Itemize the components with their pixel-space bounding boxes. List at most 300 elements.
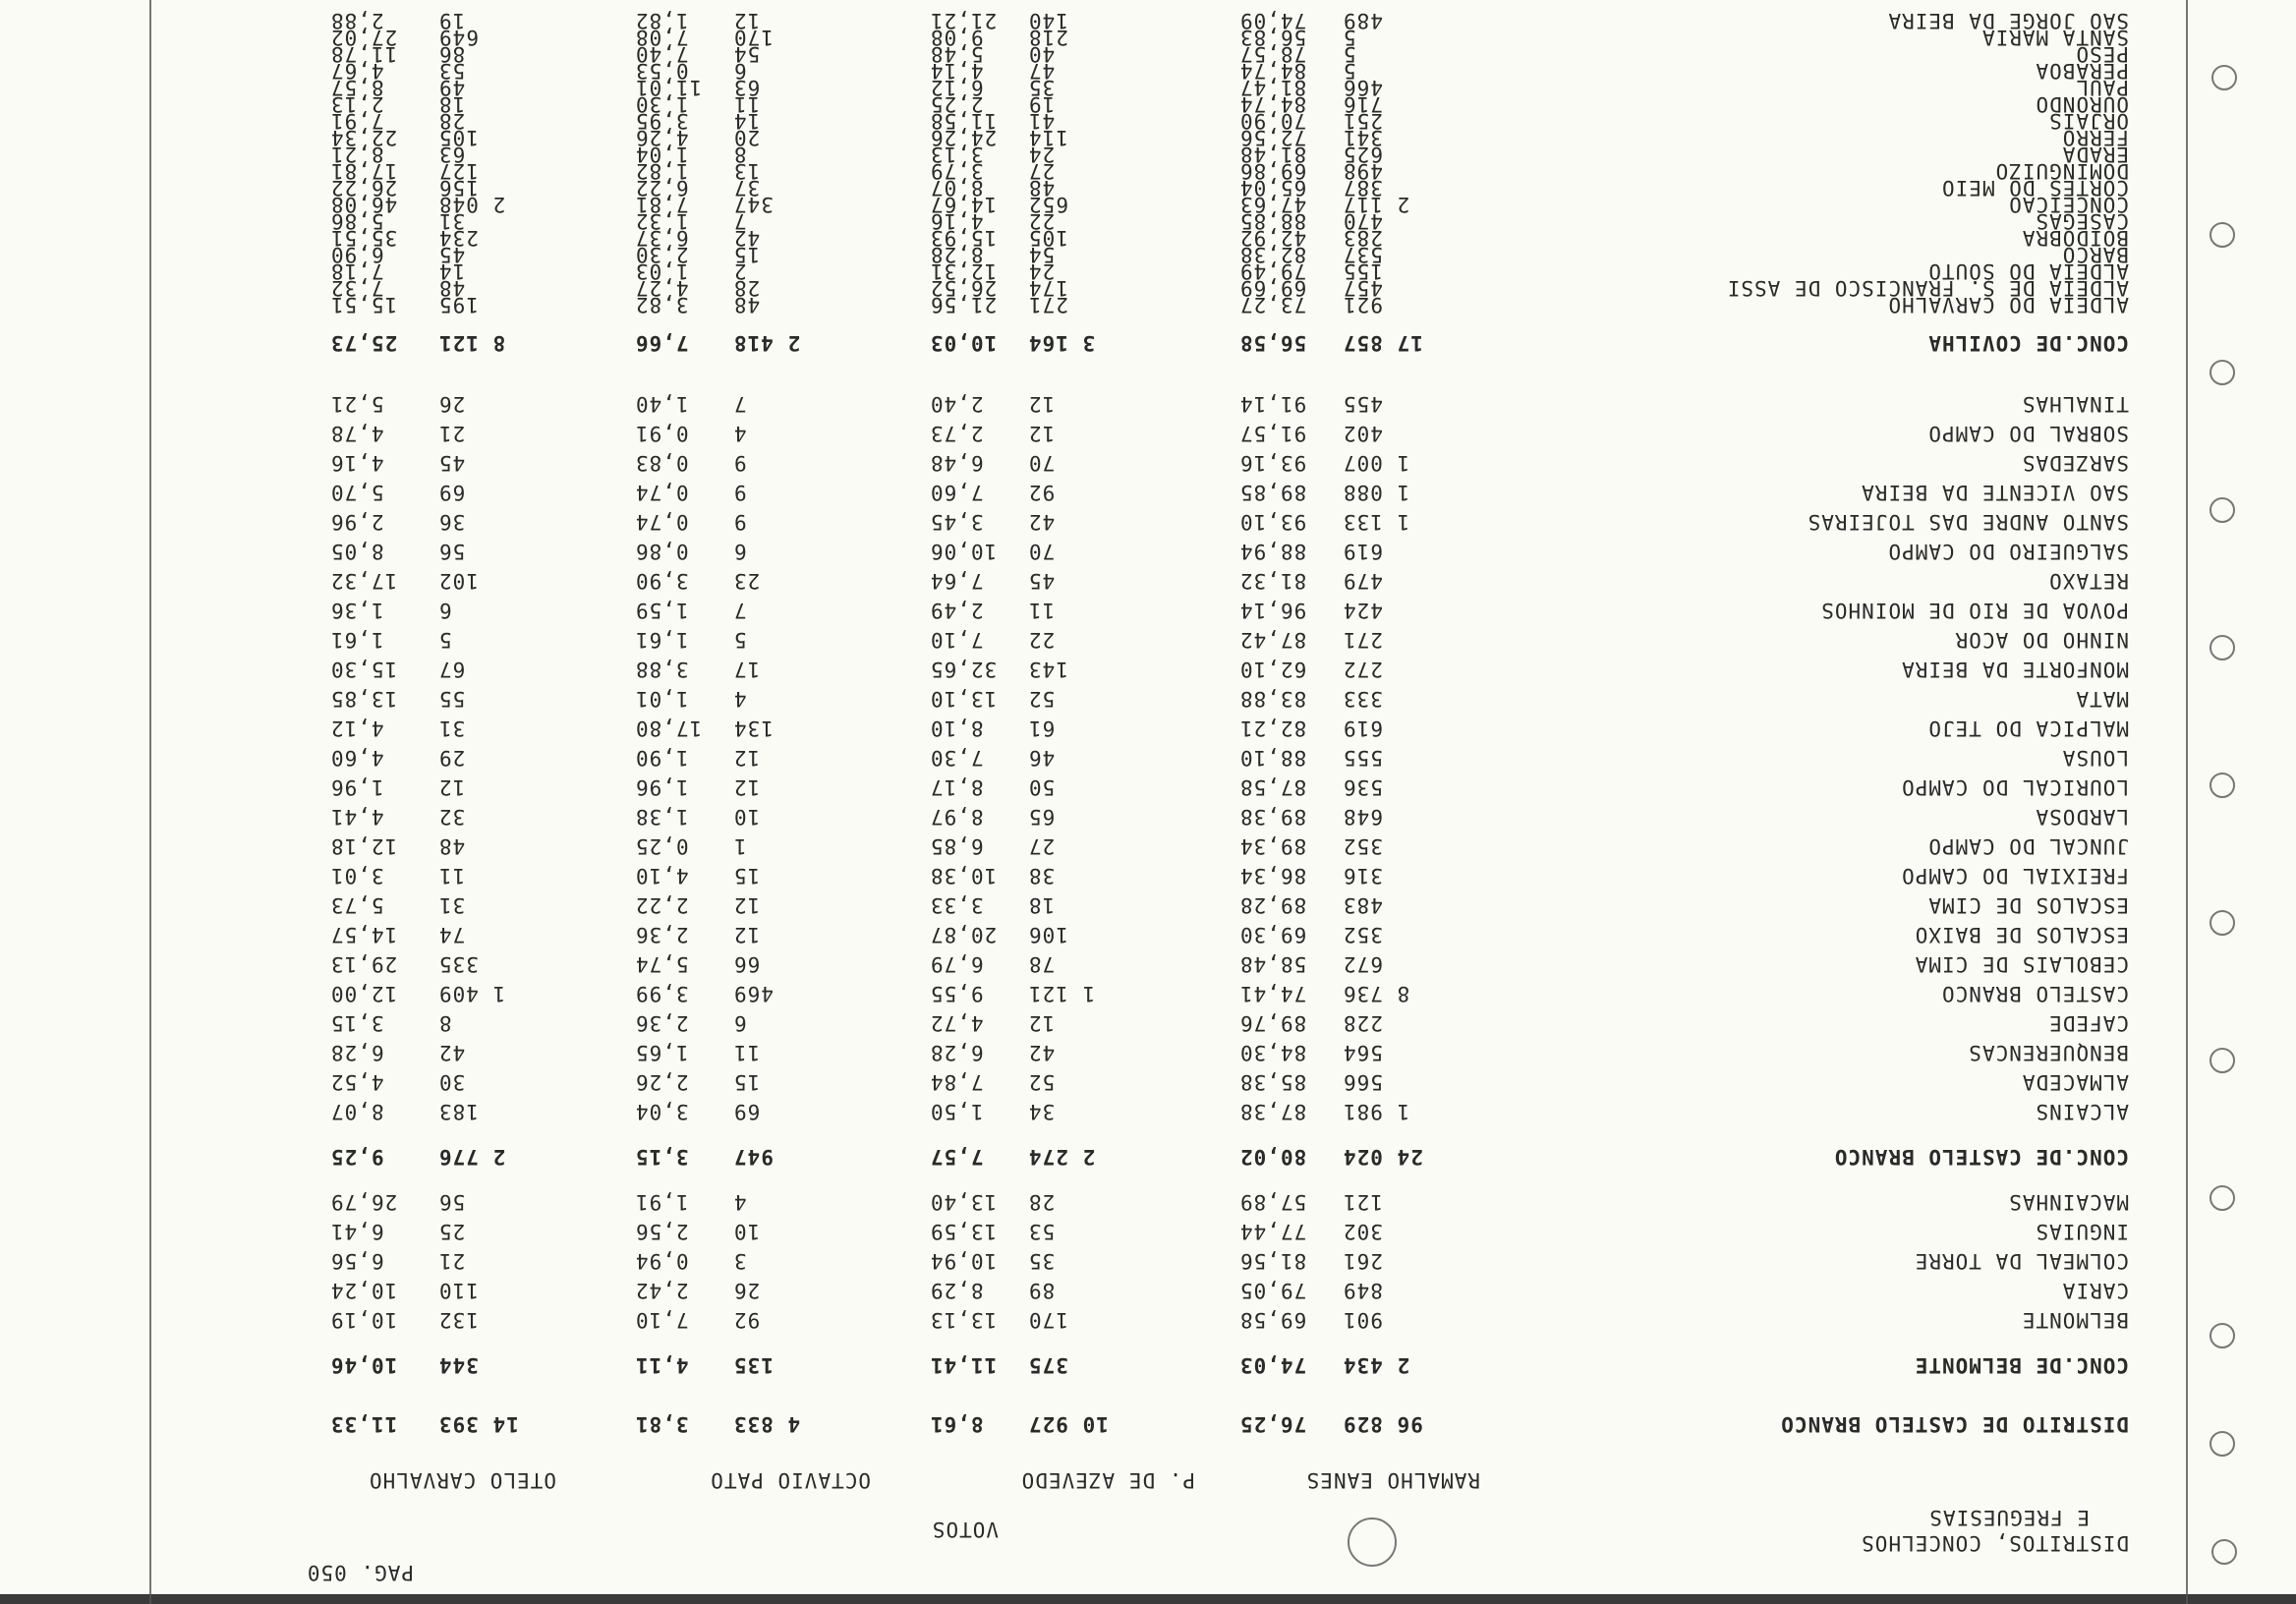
percent-cell: 8,28: [930, 243, 984, 266]
punch-hole: [2210, 360, 2235, 385]
value-cell: 70: [1028, 540, 1056, 563]
value-cell: 19: [438, 9, 466, 32]
freguesia-name: MALPICA DO TEJO: [1927, 716, 2129, 740]
stamp-circle: [1348, 1518, 1397, 1567]
value-cell: 466: [1343, 76, 1383, 99]
percent-cell: 65,04: [1239, 176, 1307, 200]
percent-cell: 81,56: [1239, 1249, 1307, 1273]
freguesia-name: CASEGAS: [2035, 209, 2129, 233]
value-cell: 14: [733, 109, 761, 133]
percent-cell: 74,03: [1239, 1353, 1307, 1377]
value-cell: 228: [1343, 1011, 1383, 1035]
percent-cell: 11,58: [930, 109, 998, 133]
value-cell: 26: [733, 1279, 761, 1302]
percent-cell: 89,38: [1239, 805, 1307, 829]
percent-cell: 7,60: [930, 481, 984, 504]
value-cell: 52: [1028, 1070, 1056, 1094]
percent-cell: 89,28: [1239, 893, 1307, 917]
freguesia-name: SOBRAL DO CAMPO: [1927, 422, 2129, 445]
percent-cell: 89,34: [1239, 834, 1307, 858]
freguesia-name: CARIA: [2061, 1279, 2129, 1302]
value-cell: 31: [438, 209, 466, 233]
value-cell: 12: [733, 9, 761, 32]
freguesia-row: [0, 389, 2296, 419]
value-cell: 18: [438, 92, 466, 116]
percent-cell: 3,04: [635, 1100, 689, 1123]
value-cell: 66: [733, 952, 761, 976]
percent-cell: 84,30: [1239, 1041, 1307, 1064]
freguesia-name: CONCEICAO: [2008, 193, 2129, 216]
value-cell: 234: [438, 226, 479, 250]
percent-cell: 7,91: [330, 109, 384, 133]
value-cell: 9: [733, 451, 747, 475]
value-cell: 11: [438, 864, 466, 888]
percent-cell: 14,57: [330, 923, 398, 946]
percent-cell: 0,25: [635, 834, 689, 858]
percent-cell: 6,56: [330, 1249, 384, 1273]
percent-cell: 10,46: [330, 1353, 398, 1377]
percent-cell: 78,57: [1239, 42, 1307, 66]
percent-cell: 11,33: [330, 1412, 398, 1436]
percent-cell: 0,74: [635, 510, 689, 534]
percent-cell: 10,24: [330, 1279, 398, 1302]
freguesia-row: [0, 625, 2296, 655]
freguesia-name: ERADA: [2061, 143, 2129, 166]
value-cell: 1 121: [1028, 982, 1096, 1005]
value-cell: 1 088: [1343, 481, 1410, 504]
percent-cell: 10,38: [930, 864, 998, 888]
percent-cell: 1,91: [635, 1190, 689, 1214]
value-cell: 5: [1343, 59, 1356, 83]
freguesia-name: CORTES DO MEIO: [1940, 176, 2129, 200]
freguesia-name: ALMACEDA: [2021, 1070, 2129, 1094]
percent-cell: 3,15: [635, 1145, 689, 1169]
percent-cell: 2,40: [930, 392, 984, 416]
percent-cell: 4,67: [330, 59, 384, 83]
value-cell: 38: [1028, 864, 1056, 888]
value-cell: 28: [438, 109, 466, 133]
value-cell: 13: [733, 159, 761, 183]
freguesia-name: ALDEIA DE S. FRANCISCO DE ASSI: [1726, 276, 2129, 300]
value-cell: 63: [438, 143, 466, 166]
percent-cell: 4,16: [930, 209, 984, 233]
percent-cell: 4,27: [635, 276, 689, 300]
percent-cell: 4,16: [330, 451, 384, 475]
value-cell: 45: [1028, 569, 1056, 593]
percent-cell: 6,79: [930, 952, 984, 976]
percent-cell: 8,57: [330, 76, 384, 99]
value-cell: 352: [1343, 923, 1383, 946]
percent-cell: 7,57: [930, 1145, 984, 1169]
value-cell: 22: [1028, 628, 1056, 652]
value-cell: 12: [1028, 1011, 1056, 1035]
value-cell: 48: [438, 276, 466, 300]
freguesia-row: [0, 684, 2296, 714]
value-cell: 15: [733, 864, 761, 888]
percent-cell: 8,05: [330, 540, 384, 563]
page-number: PAG. 050: [306, 1561, 414, 1584]
value-cell: 4: [733, 422, 747, 445]
percent-cell: 6,28: [330, 1041, 384, 1064]
value-cell: 375: [1028, 1353, 1068, 1377]
freguesia-name: ALDEIA DO CARVALHO: [1887, 293, 2129, 316]
value-cell: 24: [1028, 259, 1056, 283]
value-cell: 469: [733, 982, 774, 1005]
percent-cell: 14,67: [930, 193, 998, 216]
value-cell: 7: [733, 599, 747, 622]
freguesia-row: [0, 566, 2296, 596]
percent-cell: 22,34: [330, 126, 398, 149]
freguesia-name: POVOA DE RIO DE MOINHOS: [1820, 599, 2129, 622]
value-cell: 479: [1343, 569, 1383, 593]
value-cell: 49: [438, 76, 466, 99]
value-cell: 53: [1028, 1220, 1056, 1243]
value-cell: 649: [438, 26, 479, 49]
percent-cell: 3,33: [930, 893, 984, 917]
value-cell: 10: [733, 1220, 761, 1243]
percent-cell: 3,88: [635, 658, 689, 681]
value-cell: 37: [733, 176, 761, 200]
percent-cell: 6,37: [635, 226, 689, 250]
percent-cell: 5,48: [930, 42, 984, 66]
freguesia-name: DOMINGUIZO: [1994, 159, 2129, 183]
value-cell: 6: [733, 59, 747, 83]
percent-cell: 88,94: [1239, 540, 1307, 563]
percent-cell: 8,07: [330, 1100, 384, 1123]
value-cell: 218: [1028, 26, 1068, 49]
freguesia-name: NINHO DO ACOR: [1954, 628, 2129, 652]
value-cell: 12: [733, 746, 761, 770]
percent-cell: 27,02: [330, 26, 398, 49]
value-cell: 106: [1028, 923, 1068, 946]
percent-cell: 3,99: [635, 982, 689, 1005]
percent-cell: 8,10: [930, 716, 984, 740]
value-cell: 105: [1028, 226, 1068, 250]
percent-cell: 5,73: [330, 893, 384, 917]
freguesia-name: CAFEDE: [2048, 1011, 2129, 1035]
percent-cell: 1,61: [330, 628, 384, 652]
percent-cell: 25,73: [330, 331, 398, 355]
freguesia-name: SAO VICENTE DA BEIRA: [1861, 481, 2129, 504]
percent-cell: 26,79: [330, 1190, 398, 1214]
freguesia-row: [0, 537, 2296, 566]
percent-cell: 3,01: [330, 864, 384, 888]
freguesia-row: [0, 743, 2296, 773]
value-cell: 3 164: [1028, 331, 1096, 355]
value-cell: 12: [1028, 422, 1056, 445]
freguesia-row: [0, 507, 2296, 537]
percent-cell: 4,11: [635, 1353, 689, 1377]
freguesia-row: [0, 655, 2296, 684]
value-cell: 47: [1028, 59, 1056, 83]
percent-cell: 1,90: [635, 746, 689, 770]
value-cell: 8 736: [1343, 982, 1410, 1005]
freguesia-name: ORJAIS: [2048, 109, 2129, 133]
value-cell: 648: [1343, 805, 1383, 829]
percent-cell: 12,31: [930, 259, 998, 283]
value-cell: 1 981: [1343, 1100, 1410, 1123]
percent-cell: 74,09: [1239, 9, 1307, 32]
freguesia-row: [0, 861, 2296, 890]
percent-cell: 76,25: [1239, 1412, 1307, 1436]
value-cell: 2 418: [733, 331, 801, 355]
percent-cell: 4,72: [930, 1011, 984, 1035]
value-cell: 2 117: [1343, 193, 1410, 216]
value-cell: 54: [1028, 243, 1056, 266]
percent-cell: 58,48: [1239, 952, 1307, 976]
value-cell: 67: [438, 658, 466, 681]
freguesia-name: PESO: [2075, 42, 2129, 66]
value-cell: 48: [438, 834, 466, 858]
percent-cell: 84,74: [1239, 59, 1307, 83]
value-cell: 174: [1028, 276, 1068, 300]
percent-cell: 87,38: [1239, 1100, 1307, 1123]
concelho-total-row: [0, 1350, 2296, 1380]
value-cell: 55: [438, 687, 466, 711]
percent-cell: 0,53: [635, 59, 689, 83]
percent-cell: 96,14: [1239, 599, 1307, 622]
percent-cell: 13,59: [930, 1220, 998, 1243]
percent-cell: 7,18: [330, 259, 384, 283]
percent-cell: 11,78: [330, 42, 398, 66]
value-cell: 672: [1343, 952, 1383, 976]
percent-cell: 5,21: [330, 392, 384, 416]
percent-cell: 83,88: [1239, 687, 1307, 711]
votos-label: VOTOS: [931, 1518, 999, 1541]
percent-cell: 7,32: [330, 276, 384, 300]
percent-cell: 79,49: [1239, 259, 1307, 283]
percent-cell: 24,26: [930, 126, 998, 149]
value-cell: 4: [733, 687, 747, 711]
freguesia-row: [0, 714, 2296, 743]
freguesia-name: FERRO: [2061, 126, 2129, 149]
freguesia-row: [0, 802, 2296, 831]
percent-cell: 7,30: [930, 746, 984, 770]
freguesia-name: ESCALOS DE CIMA: [1927, 893, 2129, 917]
value-cell: 536: [1343, 775, 1383, 799]
percent-cell: 56,83: [1239, 26, 1307, 49]
value-cell: 498: [1343, 159, 1383, 183]
percent-cell: 2,88: [330, 9, 384, 32]
value-cell: 619: [1343, 540, 1383, 563]
freguesia-name: OURONDO: [2035, 92, 2129, 116]
value-cell: 132: [438, 1308, 479, 1332]
percent-cell: 4,52: [330, 1070, 384, 1094]
value-cell: 11: [733, 92, 761, 116]
value-cell: 50: [1028, 775, 1056, 799]
percent-cell: 2,26: [635, 1070, 689, 1094]
value-cell: 6: [438, 599, 452, 622]
freguesia-name: LOURICAL DO CAMPO: [1901, 775, 2129, 799]
candidate-header: RAMALHO EANES: [1305, 1468, 1480, 1492]
value-cell: 347: [733, 193, 774, 216]
value-cell: 537: [1343, 243, 1383, 266]
freguesia-name: CASTELO BRANCO: [1940, 982, 2129, 1005]
value-cell: 5: [733, 628, 747, 652]
percent-cell: 7,40: [635, 42, 689, 66]
freguesia-name: ALCAINS: [2035, 1100, 2129, 1123]
value-cell: 35: [1028, 1249, 1056, 1273]
percent-cell: 11,41: [930, 1353, 998, 1377]
value-cell: 31: [438, 716, 466, 740]
value-cell: 4 833: [733, 1412, 801, 1436]
value-cell: 11: [1028, 599, 1056, 622]
freguesia-row: [0, 596, 2296, 625]
value-cell: 32: [438, 805, 466, 829]
value-cell: 27: [1028, 834, 1056, 858]
value-cell: 489: [1343, 9, 1383, 32]
freguesia-row: [0, 773, 2296, 802]
percent-cell: 3,45: [930, 510, 984, 534]
percent-cell: 26,52: [930, 276, 998, 300]
value-cell: 195: [438, 293, 479, 316]
percent-cell: 20,87: [930, 923, 998, 946]
percent-cell: 70,90: [1239, 109, 1307, 133]
value-cell: 17 857: [1343, 331, 1423, 355]
value-cell: 24: [1028, 143, 1056, 166]
percent-cell: 5,74: [635, 952, 689, 976]
district-name: DISTRITO DE CASTELO BRANCO: [1780, 1412, 2129, 1436]
value-cell: 947: [733, 1145, 774, 1169]
value-cell: 424: [1343, 599, 1383, 622]
value-cell: 333: [1343, 687, 1383, 711]
concelho-total-row: [0, 328, 2296, 358]
value-cell: 2 048: [438, 193, 506, 216]
percent-cell: 4,41: [330, 805, 384, 829]
value-cell: 344: [438, 1353, 479, 1377]
freguesia-name: CEBOLAIS DE CIMA: [1914, 952, 2129, 976]
value-cell: 261: [1343, 1249, 1383, 1273]
percent-cell: 3,13: [930, 143, 984, 166]
percent-cell: 88,10: [1239, 746, 1307, 770]
value-cell: 48: [1028, 176, 1056, 200]
value-cell: 2 434: [1343, 1353, 1410, 1377]
percent-cell: 2,25: [930, 92, 984, 116]
value-cell: 1: [733, 834, 747, 858]
value-cell: 335: [438, 952, 479, 976]
value-cell: 45: [438, 243, 466, 266]
percent-cell: 13,10: [930, 687, 998, 711]
value-cell: 9: [733, 510, 747, 534]
value-cell: 69: [438, 481, 466, 504]
freguesia-name: MATA: [2075, 687, 2129, 711]
value-cell: 63: [733, 76, 761, 99]
value-cell: 48: [733, 293, 761, 316]
percent-cell: 89,76: [1239, 1011, 1307, 1035]
value-cell: 12: [733, 923, 761, 946]
value-cell: 5: [1343, 42, 1356, 66]
percent-cell: 4,12: [330, 716, 384, 740]
value-cell: 619: [1343, 716, 1383, 740]
percent-cell: 12,00: [330, 982, 398, 1005]
freguesia-name: SAO JORGE DA BEIRA: [1887, 9, 2129, 32]
percent-cell: 2,42: [635, 1279, 689, 1302]
freguesia-name: BOIDOBRA: [2021, 226, 2129, 250]
percent-cell: 87,42: [1239, 628, 1307, 652]
value-cell: 96 829: [1343, 1412, 1423, 1436]
percent-cell: 1,82: [635, 159, 689, 183]
title-line-1: DISTRITOS, CONCELHOS: [1861, 1531, 2129, 1555]
percent-cell: 80,02: [1239, 1145, 1307, 1169]
value-cell: 25: [438, 1220, 466, 1243]
value-cell: 15: [733, 243, 761, 266]
value-cell: 114: [1028, 126, 1068, 149]
percent-cell: 10,94: [930, 1249, 998, 1273]
percent-cell: 79,05: [1239, 1279, 1307, 1302]
percent-cell: 3,82: [635, 293, 689, 316]
percent-cell: 46,08: [330, 193, 398, 216]
freguesia-name: BELMONTE: [2021, 1308, 2129, 1332]
freguesia-name: ESCALOS DE BAIXO: [1914, 923, 2129, 946]
value-cell: 8 121: [438, 331, 506, 355]
value-cell: 54: [733, 42, 761, 66]
percent-cell: 57,89: [1239, 1190, 1307, 1214]
freguesia-row: [0, 949, 2296, 979]
value-cell: 69: [733, 1100, 761, 1123]
value-cell: 716: [1343, 92, 1383, 116]
value-cell: 34: [1028, 1100, 1056, 1123]
percent-cell: 69,30: [1239, 923, 1307, 946]
value-cell: 42: [1028, 510, 1056, 534]
percent-cell: 7,64: [930, 569, 984, 593]
percent-cell: 4,26: [635, 126, 689, 149]
percent-cell: 69,69: [1239, 276, 1307, 300]
value-cell: 28: [1028, 1190, 1056, 1214]
percent-cell: 17,81: [330, 159, 398, 183]
percent-cell: 6,41: [330, 1220, 384, 1243]
value-cell: 20: [733, 126, 761, 149]
percent-cell: 3,79: [930, 159, 984, 183]
percent-cell: 15,93: [930, 226, 998, 250]
value-cell: 272: [1343, 658, 1383, 681]
percent-cell: 7,10: [930, 628, 984, 652]
value-cell: 12: [733, 893, 761, 917]
percent-cell: 2,30: [635, 243, 689, 266]
percent-cell: 73,27: [1239, 293, 1307, 316]
value-cell: 7: [733, 392, 747, 416]
value-cell: 901: [1343, 1308, 1383, 1332]
value-cell: 1 133: [1343, 510, 1410, 534]
value-cell: 4: [733, 1190, 747, 1214]
value-cell: 23: [733, 569, 761, 593]
value-cell: 53: [438, 59, 466, 83]
value-cell: 86: [438, 42, 466, 66]
value-cell: 156: [438, 176, 479, 200]
percent-cell: 2,49: [930, 599, 984, 622]
percent-cell: 8,07: [930, 176, 984, 200]
freguesia-name: FREIXIAL DO CAMPO: [1901, 864, 2129, 888]
value-cell: 455: [1343, 392, 1383, 416]
freguesia-row: [0, 1246, 2296, 1276]
value-cell: 28: [733, 276, 761, 300]
value-cell: 92: [733, 1308, 761, 1332]
percent-cell: 2,56: [635, 1220, 689, 1243]
concelho-name: CONC.DE BELMONTE: [1914, 1353, 2129, 1377]
percent-cell: 2,73: [930, 422, 984, 445]
freguesia-row: [0, 1038, 2296, 1067]
freguesia-row: [0, 448, 2296, 478]
percent-cell: 1,96: [330, 775, 384, 799]
percent-cell: 15,30: [330, 658, 398, 681]
value-cell: 8: [438, 1011, 452, 1035]
value-cell: 316: [1343, 864, 1383, 888]
percent-cell: 86,34: [1239, 864, 1307, 888]
percent-cell: 5,70: [330, 481, 384, 504]
value-cell: 27: [1028, 159, 1056, 183]
value-cell: 12: [1028, 392, 1056, 416]
value-cell: 92: [1028, 481, 1056, 504]
percent-cell: 1,40: [635, 392, 689, 416]
